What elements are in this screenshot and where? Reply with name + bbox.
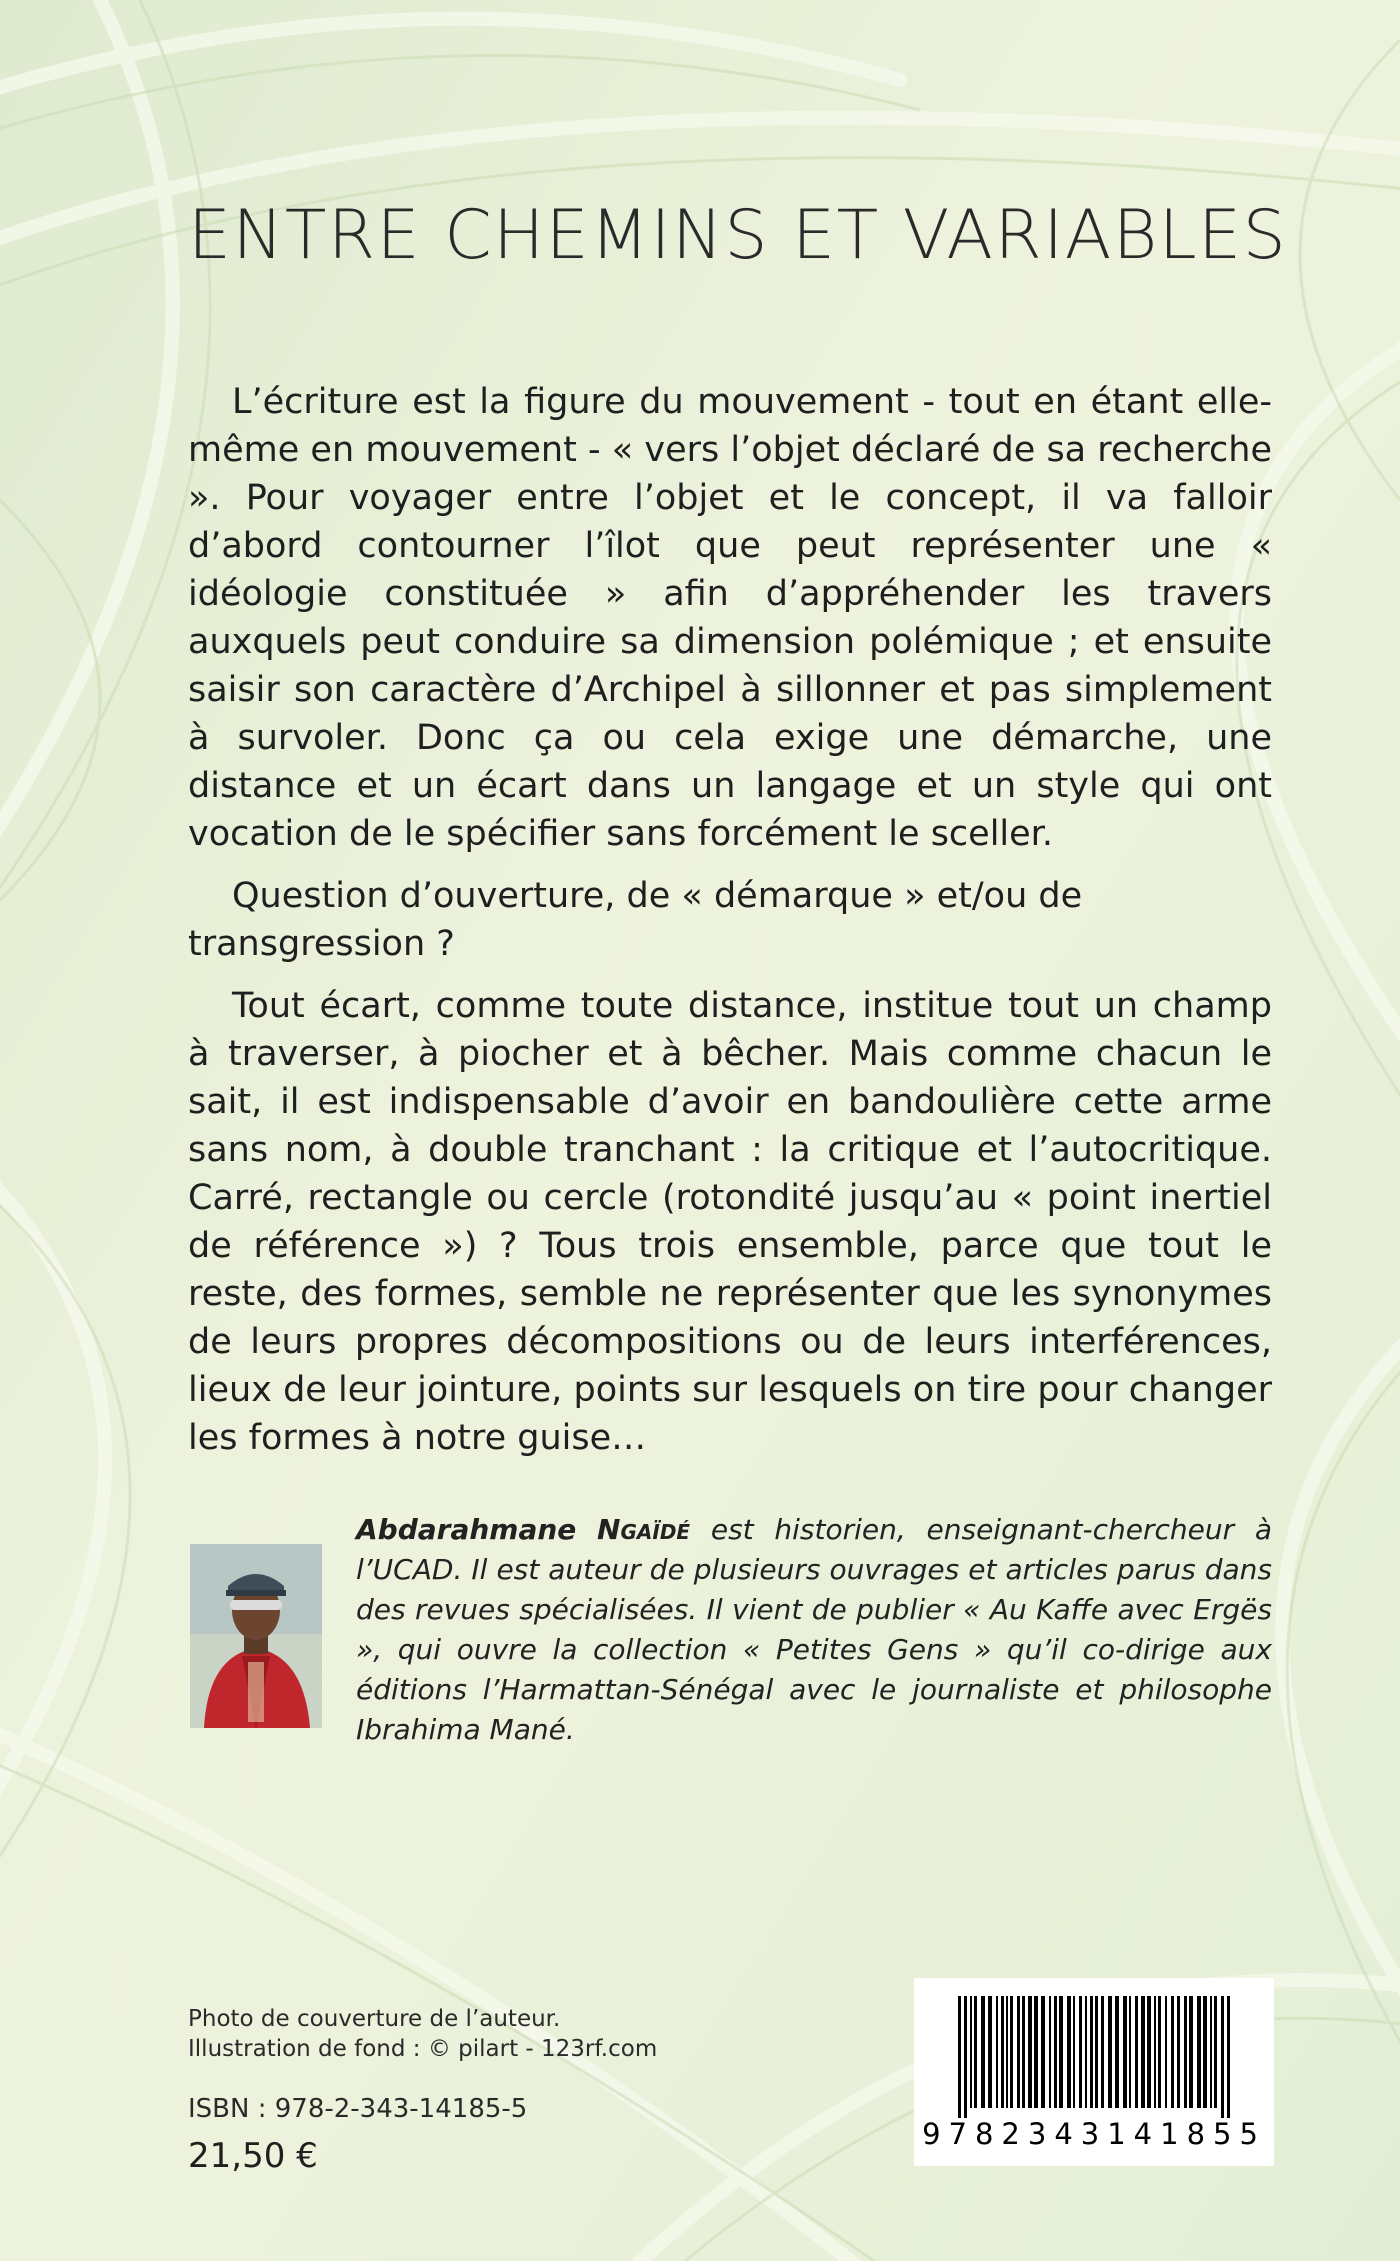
- blurb-paragraph: L’écriture est la figure du mouvement - tout en étant elle-même en mouvement - « vers l’objet déclaré de sa recherche ». Pour voyager entre l’objet et le concept, il va falloir d’abord contourner l’îlot que peut représenter une « idéologie constituée » afin d’appréhender les travers auxquels peut conduire sa dimension polémique ; et ensuite saisir son caractère d’Archipel à sillonner et pas simplement à survoler. Donc ça ou cela exige une démarche, une distance et un écart dans un langage et un style qui ont vocation de le spécifier sans forcément le sceller.: [188, 382, 1272, 854]
- barcode-bar: [1135, 1996, 1138, 2108]
- barcode-bar: [1177, 1996, 1180, 2108]
- author-first-name: Abdarahmane: [356, 1513, 577, 1546]
- barcode-bar: [1129, 1996, 1131, 2108]
- barcode-bar: [1189, 1996, 1193, 2108]
- barcode-bar: [1154, 1996, 1156, 2108]
- barcode-bars: [914, 1978, 1274, 2118]
- blurb: [188, 378, 1272, 1462]
- price: 21,50 €: [188, 2136, 318, 2176]
- barcode-bar: [1141, 1996, 1145, 2108]
- barcode-bar: [964, 1996, 967, 2118]
- barcode-bar: [958, 1996, 961, 2118]
- barcode-bar: [1017, 1996, 1020, 2108]
- barcode-bar: [1227, 1996, 1230, 2118]
- barcode-bar: [996, 1996, 998, 2108]
- barcode-bar: [1197, 1996, 1201, 2108]
- barcode-bar: [1158, 1996, 1161, 2108]
- barcode-bar: [1171, 1996, 1174, 2108]
- barcode-bar: [1049, 1996, 1051, 2108]
- barcode-bar: [1028, 1996, 1032, 2108]
- barcode-bar: [1210, 1996, 1212, 2108]
- barcode-bar: [981, 1996, 985, 2108]
- barcode-bar: [1147, 1996, 1151, 2108]
- blurb-paragraph: Tout écart, comme toute distance, institue tout un champ à traverser, à piocher et à bêcher. Mais comme chacun le sait, il est indispensable d’avoir en bandoulière cette arme sans nom, à double tranchant : la critique et l’autocritique. Carré, rectangle ou cercle (rotondité jusqu’au « point inertiel de référence ») ? Tous trois ensemble, parce que tout le reste, des formes, semble ne représenter que les synonymes de leurs propres décompositions ou de leurs interférences, lieux de leur jointure, points sur lesquels on tire pour changer les formes à notre guise…: [188, 986, 1272, 1458]
- barcode: [914, 1978, 1274, 2166]
- barcode-bar: [1010, 1996, 1013, 2108]
- author-bio: [356, 1510, 1272, 1750]
- book-title: ENTRE CHEMINS ET VARIABLES: [188, 196, 1288, 275]
- barcode-bar: [1001, 1996, 1004, 2108]
- barcode-bar: [1073, 1996, 1075, 2108]
- barcode-bar: [1034, 1996, 1038, 2108]
- barcode-bar: [1090, 1996, 1093, 2108]
- barcode-digits: 9782343141855: [922, 2117, 1266, 2151]
- barcode-bar: [1214, 1996, 1217, 2108]
- barcode-bar: [1203, 1996, 1207, 2108]
- author-last-name: Ngaïdé: [597, 1513, 691, 1546]
- barcode-bar: [1115, 1996, 1119, 2108]
- illustration-credit: Illustration de fond : © pilart - 123rf.com: [188, 2036, 658, 2062]
- barcode-bar: [1165, 1996, 1167, 2108]
- barcode-bar: [1067, 1996, 1071, 2108]
- barcode-bar: [1079, 1996, 1082, 2108]
- barcode-bar: [1095, 1996, 1098, 2108]
- photo-credit: Photo de couverture de l’auteur.: [188, 2006, 561, 2032]
- barcode-bar: [1022, 1996, 1025, 2108]
- author-photo: [190, 1544, 322, 1728]
- barcode-bar: [1123, 1996, 1127, 2108]
- author-bio-text: est historien, enseignant-chercheur à l’UCAD. Il est auteur de plusieurs ouvrages et articles parus dans des revues spécialisées. Il vient de publier « Au Kaffe avec Ergës », qui ouvre la collection « Petites Gens » qu’il co-dirige aux éditions l’Harmattan-Sénégal avec le journaliste et philosophe Ibrahima Mané.: [356, 1513, 1273, 1746]
- barcode-bar: [1006, 1996, 1008, 2108]
- barcode-bar: [1184, 1996, 1187, 2108]
- barcode-bar: [1085, 1996, 1087, 2108]
- barcode-bar: [974, 1996, 977, 2108]
- barcode-bar: [1101, 1996, 1104, 2108]
- barcode-bar: [1108, 1996, 1112, 2108]
- barcode-bar: [1059, 1996, 1063, 2108]
- cover-credits: [188, 2004, 788, 2064]
- barcode-bar: [1041, 1996, 1045, 2108]
- barcode-bar: [970, 1996, 972, 2108]
- isbn: ISBN : 978-2-343-14185-5: [188, 2094, 528, 2124]
- barcode-bar: [988, 1996, 992, 2108]
- barcode-bar: [1054, 1996, 1057, 2108]
- barcode-bar: [1221, 1996, 1224, 2118]
- blurb-paragraph: Question d’ouverture, de « démarque » et/ou de transgression ?: [188, 876, 1083, 964]
